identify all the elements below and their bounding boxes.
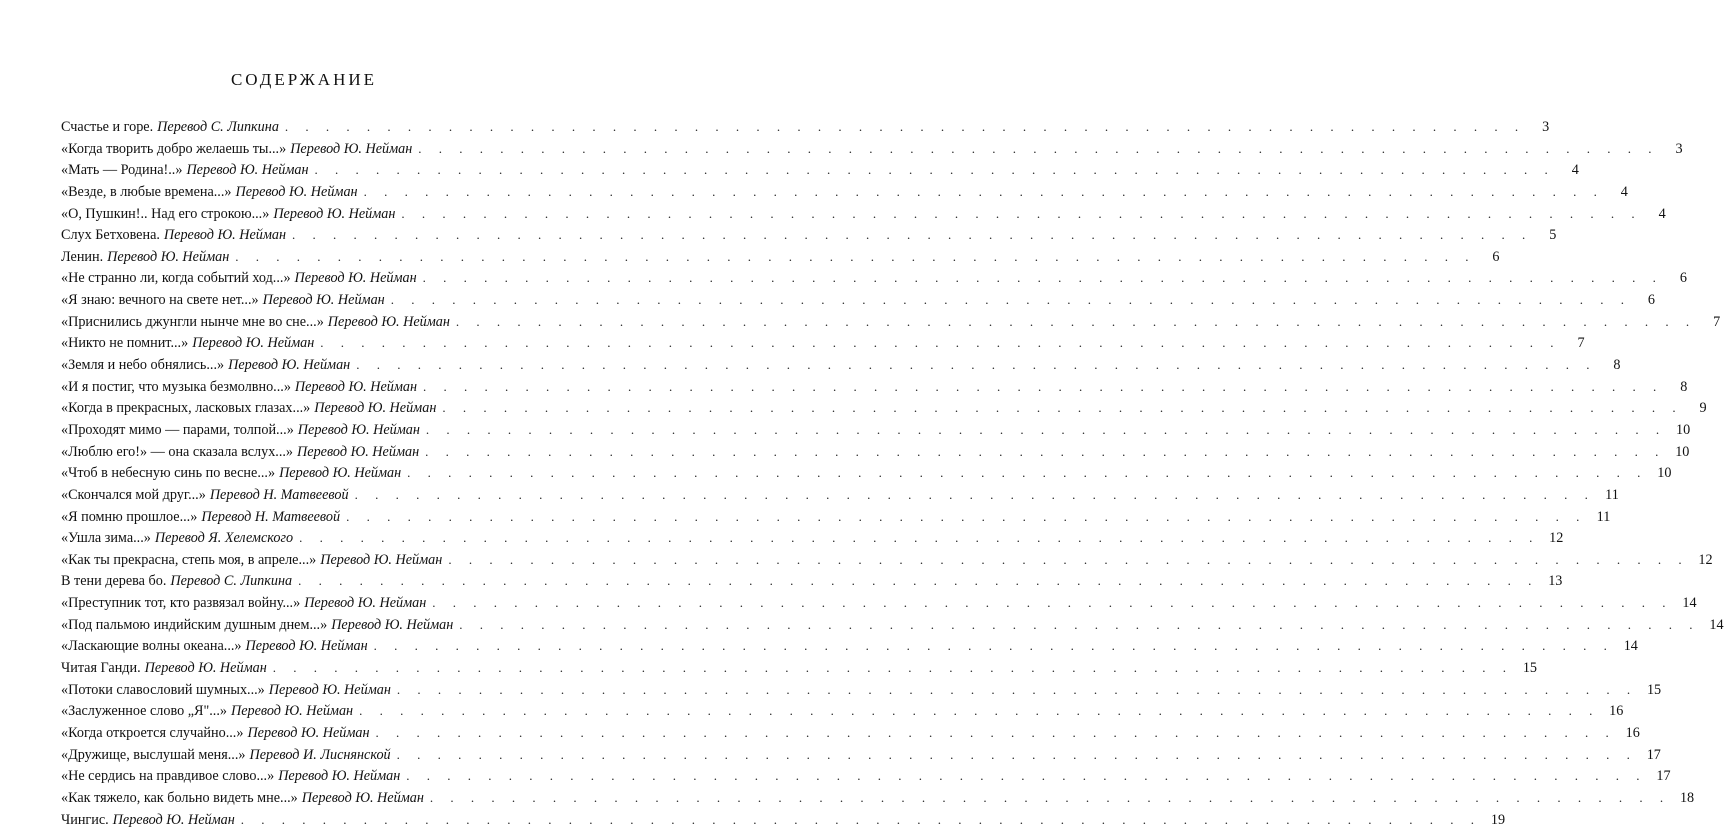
entry-title: «Ушла зима...»: [61, 530, 151, 547]
page-number: 12: [1549, 530, 1564, 547]
page-number: 13: [1548, 573, 1563, 590]
entry-title: Чингис.: [61, 811, 109, 828]
entry-title: Читая Ганди.: [61, 660, 141, 677]
toc-entry: [61, 441, 1690, 463]
entry-translator: Перевод Ю. Нейман: [327, 313, 450, 330]
entry-translator: Перевод Ю. Нейман: [290, 140, 413, 157]
entry-title: «Скончался мой друг...»: [61, 486, 206, 503]
dot-leader: [292, 224, 1532, 245]
toc-entry: [61, 311, 1721, 333]
entry-title: «Я знаю: вечного на свете нет...»: [61, 292, 259, 309]
page-number: 6: [1679, 270, 1687, 287]
dot-leader: [298, 570, 1538, 591]
entry-translator: Перевод Ю. Нейман: [268, 681, 391, 698]
page-number: 18: [1679, 789, 1695, 806]
entry-translator: Перевод Я. Хелемского: [154, 530, 294, 547]
dot-leader: [374, 635, 1614, 656]
entry-title: «Проходят мимо — парами, толпой...»: [61, 421, 294, 438]
entry-translator: Перевод Ю. Нейман: [144, 660, 267, 677]
entry-title: «Когда творить добро желаешь ты...»: [61, 140, 287, 157]
page-number: 17: [1656, 768, 1671, 785]
page-number: 16: [1609, 703, 1624, 720]
page-number: 4: [1571, 162, 1579, 179]
page-number: 3: [1542, 119, 1550, 135]
page-number: 14: [1709, 616, 1724, 633]
page-number: 8: [1680, 378, 1688, 395]
page-number: 7: [1713, 313, 1721, 330]
page-number: 14: [1623, 638, 1638, 655]
page-number: 9: [1699, 400, 1707, 417]
entry-title: «Я помню прошлое...»: [61, 508, 198, 525]
entry-title: «Приснились джунгли нынче мне во сне...»: [61, 313, 324, 330]
toc-entry: [61, 246, 1500, 268]
page-number: 16: [1625, 724, 1640, 741]
toc-entry: [61, 787, 1695, 809]
dot-leader: [241, 809, 1481, 830]
entry-title: В тени дерева бо.: [61, 573, 167, 590]
dot-leader: [364, 181, 1604, 202]
toc-entry: [61, 765, 1671, 787]
page-number: 4: [1658, 205, 1666, 222]
entry-translator: Перевод Ю. Нейман: [273, 205, 396, 222]
toc-entry: [61, 159, 1579, 181]
toc-entry: [61, 484, 1619, 506]
toc-entry: [61, 635, 1638, 657]
entry-translator: Перевод Ю. Нейман: [186, 162, 309, 179]
dot-leader: [397, 679, 1637, 700]
entry-title: Счастье и горе.: [61, 119, 154, 135]
entry-translator: Перевод Н. Матвеевой: [209, 486, 349, 503]
entry-title: «Дружище, выслушай меня...»: [61, 746, 246, 763]
page-number: 12: [1698, 551, 1713, 568]
entry-title: «О, Пушкин!.. Над его строкою...»: [61, 205, 270, 222]
toc-entry: [61, 354, 1621, 376]
entry-title: «Потоки славословий шумных...»: [61, 681, 265, 698]
toc-entry: [61, 376, 1688, 398]
entry-title: Ленин.: [61, 248, 104, 265]
toc-entry: [61, 332, 1585, 354]
toc-entry: [61, 614, 1724, 636]
dot-leader: [355, 484, 1595, 505]
toc-entry: [61, 267, 1687, 289]
dot-leader: [418, 138, 1658, 159]
dot-leader: [235, 246, 1475, 267]
entry-title: «Как тяжело, как больно видеть мне...»: [61, 789, 298, 806]
entry-title: «И я постиг, что музыка безмолвно...»: [61, 378, 291, 395]
entry-translator: Перевод Ю. Нейман: [163, 227, 287, 244]
entry-translator: Перевод Ю. Нейман: [228, 357, 351, 374]
toc-entry: [61, 549, 1713, 571]
entry-translator: Перевод Ю. Нейман: [331, 616, 454, 633]
entry-title: «Чтоб в небесную синь по весне...»: [61, 465, 276, 482]
table-of-contents: [61, 116, 1724, 830]
entry-translator: Перевод Ю. Нейман: [247, 724, 370, 741]
entry-translator: Перевод Ю. Нейман: [294, 378, 418, 395]
entry-translator: Перевод Ю. Нейман: [314, 400, 437, 417]
page-number: 15: [1522, 660, 1538, 677]
entry-translator: Перевод Ю. Нейман: [262, 292, 385, 309]
toc-entry: [61, 224, 1557, 246]
entry-title: Слух Бетховена.: [61, 227, 160, 244]
dot-leader: [315, 159, 1555, 180]
toc-entry: [61, 397, 1707, 419]
dot-leader: [356, 354, 1596, 375]
dot-leader: [456, 311, 1696, 332]
page-number: 5: [1549, 227, 1557, 244]
dot-leader: [432, 592, 1672, 613]
dot-leader: [448, 549, 1688, 570]
dot-leader: [426, 419, 1666, 440]
entry-translator: Перевод Ю. Нейман: [112, 811, 235, 828]
page-number: 10: [1675, 443, 1690, 460]
entry-title: «Когда откроется случайно...»: [61, 724, 244, 741]
entry-translator: Перевод Ю. Нейман: [278, 768, 401, 785]
dot-leader: [299, 527, 1539, 548]
entry-translator: Перевод Ю. Нейман: [297, 421, 420, 438]
entry-translator: Перевод И. Лиснянской: [249, 746, 391, 763]
dot-leader: [397, 744, 1637, 765]
page-number: 19: [1490, 811, 1506, 828]
page-number: 8: [1613, 357, 1621, 374]
toc-entry: [61, 570, 1563, 592]
page-number: 3: [1675, 140, 1683, 157]
page-number: 6: [1647, 292, 1655, 309]
entry-translator: Перевод Ю. Нейман: [192, 335, 315, 352]
entry-translator: Перевод Ю. Нейман: [279, 465, 402, 482]
toc-entry: [61, 203, 1666, 225]
entry-title: «Ласкающие волны океана...»: [61, 638, 242, 655]
entry-translator: Перевод Н. Матвеевой: [201, 508, 341, 525]
page-title: СОДЕРЖАНИЕ: [230, 70, 378, 89]
dot-leader: [391, 289, 1631, 310]
toc-entry: [61, 419, 1691, 441]
entry-title: «Земля и небо обнялись...»: [61, 357, 225, 374]
dot-leader: [423, 267, 1663, 288]
toc-entry: [61, 679, 1662, 701]
page-number: 6: [1492, 248, 1500, 265]
entry-title: «Когда в прекрасных, ласковых глазах...»: [61, 400, 311, 417]
entry-translator: Перевод Ю. Нейман: [235, 183, 358, 200]
entry-translator: Перевод Ю. Нейман: [294, 270, 417, 287]
entry-title: «Как ты прекрасна, степь моя, в апреле...»: [61, 551, 317, 568]
entry-title: «Везде, в любые времена...»: [61, 183, 232, 200]
dot-leader: [285, 116, 1525, 137]
dot-leader: [407, 462, 1647, 483]
toc-entry: [61, 138, 1683, 160]
toc-entry: [61, 527, 1564, 549]
dot-leader: [273, 657, 1513, 678]
entry-translator: Перевод Ю. Нейман: [304, 595, 427, 612]
dot-leader: [320, 332, 1560, 353]
entry-title: «Мать — Родина!..»: [61, 162, 183, 179]
page-number: 17: [1646, 746, 1661, 763]
entry-translator: Перевод С. Липкина: [170, 573, 293, 590]
entry-title: «Люблю его!» — она сказала вслух...»: [61, 443, 294, 460]
entry-translator: Перевод С. Липкина: [157, 119, 279, 135]
dot-leader: [346, 506, 1586, 527]
page-number: 4: [1620, 183, 1628, 200]
dot-leader: [459, 614, 1699, 635]
dot-leader: [442, 397, 1682, 418]
toc-entry: [61, 744, 1661, 766]
dot-leader: [376, 722, 1616, 743]
toc-entry: [61, 181, 1628, 203]
toc-entry: [61, 700, 1624, 722]
entry-title: «Не сердись на правдивое слово...»: [61, 768, 275, 785]
page-number: 10: [1657, 465, 1672, 482]
page-number: 11: [1596, 508, 1611, 525]
page-number: 10: [1675, 421, 1691, 438]
page-number: 11: [1605, 486, 1619, 503]
page-number: 14: [1682, 595, 1697, 612]
toc-entry: [61, 809, 1506, 831]
page-number: 7: [1577, 335, 1585, 352]
page-number: 15: [1646, 681, 1662, 698]
entry-translator: Перевод Ю. Нейман: [301, 789, 424, 806]
dot-leader: [359, 700, 1599, 721]
entry-translator: Перевод Ю. Нейман: [107, 248, 230, 265]
dot-leader: [406, 765, 1646, 786]
entry-translator: Перевод Ю. Нейман: [231, 703, 354, 720]
entry-title: «Никто не помнит...»: [61, 335, 189, 352]
toc-entry: [61, 722, 1640, 744]
entry-translator: Перевод Ю. Нейман: [245, 638, 368, 655]
toc-entry: [61, 506, 1611, 528]
dot-leader: [401, 203, 1641, 224]
toc-entry: [61, 289, 1655, 311]
entry-translator: Перевод Ю. Нейман: [297, 443, 420, 460]
dot-leader: [430, 787, 1670, 808]
toc-entry: [61, 462, 1672, 484]
entry-title: «Под пальмою индийским душным днем...»: [61, 616, 328, 633]
toc-entry: [61, 592, 1697, 614]
entry-translator: Перевод Ю. Нейман: [320, 551, 443, 568]
entry-title: «Не странно ли, когда событий ход...»: [61, 270, 291, 287]
toc-entry: [61, 116, 1550, 138]
dot-leader: [425, 441, 1665, 462]
entry-title: «Заслуженное слово „Я"...»: [61, 703, 227, 720]
entry-title: «Преступник тот, кто развязал войну...»: [61, 595, 301, 612]
toc-entry: [61, 657, 1538, 679]
dot-leader: [423, 376, 1663, 397]
